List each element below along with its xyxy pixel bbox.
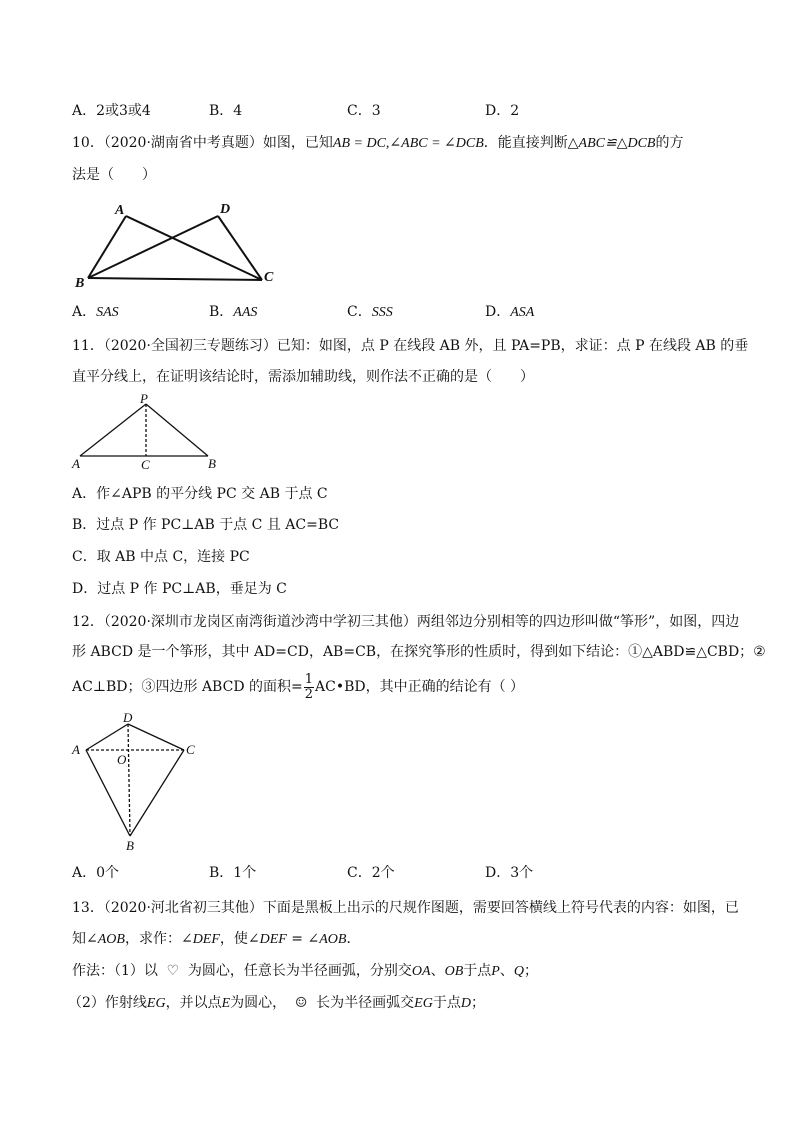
q9-option-b: B．4: [209, 103, 243, 119]
heart-icon: ♡: [166, 963, 180, 979]
q11-option-b: B．过点 P 作 PC⊥AB 于点 C 且 AC=BC: [72, 517, 340, 533]
q10-label-b: B: [75, 276, 85, 291]
q10-label-a: A: [115, 203, 125, 218]
q12-option-b: B．1个: [209, 865, 257, 881]
q11-figure: [68, 392, 228, 472]
q13-method-step2: （2）作射线EG，并以点E为圆心， ☺ 长为半径画弧交EG于点D；: [68, 995, 485, 1011]
q12-label-b: B: [126, 838, 134, 853]
q10-label-c: C: [264, 270, 274, 285]
q11-stem-line2: 直平分线上，在证明该结论时，需添加辅助线，则作法不正确的是（ ）: [72, 369, 534, 385]
q9-option-c: C．3: [347, 103, 381, 119]
q11-option-c: C．取 AB 中点 C，连接 PC: [72, 549, 250, 565]
q10-label-d: D: [220, 202, 231, 217]
q11-label-b: B: [208, 456, 216, 471]
q12-option-d: D．3个: [485, 865, 534, 881]
q9-option-a: A．2或3或4: [72, 103, 151, 119]
q10-figure: [70, 196, 280, 292]
q12-label-o: O: [117, 752, 127, 767]
q10-option-a: A．SAS: [72, 304, 119, 320]
q12-option-c: C．2个: [347, 865, 395, 881]
q11-stem-line1: 11．（2020·全国初三专题练习）已知：如图，点 P 在线段 AB 外，且 PA=PB，求证：点 P 在线段 AB 的垂: [72, 338, 749, 354]
q12-stem-line1: 12．（2020·深圳市龙岗区南湾街道沙湾中学初三其他）两组邻边分别相等的四边形叫做“筝形”，如图，四边: [72, 614, 740, 630]
q12-figure: [70, 712, 210, 854]
q10-stem-line1: 10．（2020·湖南省中考真题）如图，已知AB = DC,∠ABC = ∠DCB．能直接判断△ABC≌△DCB的方: [72, 135, 684, 151]
q10-option-b: B．AAS: [209, 304, 258, 320]
q12-fraction: $\frac{1}{2}$: [304, 671, 314, 702]
q10-stem-line2: 法是（ ）: [72, 167, 156, 183]
q10-math-congruence: △ABC≌△DCB: [567, 136, 656, 151]
q11-label-p: P: [140, 392, 148, 406]
q12-label-a: A: [72, 742, 80, 757]
q12-label-d: D: [123, 712, 133, 725]
q10-option-d: D．ASA: [485, 304, 535, 320]
q12-stem-line3: AC⊥BD；③四边形 ABCD 的面积= $\frac{1}{2}$ AC•BD，其中正确的结论有（ ）: [72, 671, 525, 702]
q10-option-c: C．SSS: [347, 304, 393, 320]
q10-math-given: AB = DC,∠ABC = ∠DCB: [332, 136, 484, 151]
q13-stem-line1: 13．（2020·河北省初三其他）下面是黑板上出示的尺规作图题，需要回答横线上符号代表的内容：如图，已: [72, 900, 739, 916]
q12-option-a: A．0个: [72, 865, 120, 881]
q12-stem-line2: 形 ABCD 是一个筝形，其中 AD=CD，AB=CB，在探究筝形的性质时，得到如下结论：①△ABD≌△CBD；②: [72, 644, 766, 660]
q11-option-d: D．过点 P 作 PC⊥AB，垂足为 C: [72, 581, 287, 597]
q11-label-c: C: [141, 457, 150, 472]
q13-stem-line2: 知∠AOB，求作：∠DEF，使∠DEF = ∠AOB．: [72, 931, 361, 947]
q12-label-c: C: [186, 742, 195, 757]
q11-option-a: A．作∠APB 的平分线 PC 交 AB 于点 C: [72, 486, 328, 502]
q11-label-a: A: [72, 456, 80, 471]
q9-option-d: D．2: [485, 103, 520, 119]
q13-method-step1: 作法：（1）以 ♡ 为圆心，任意长为半径画弧，分别交OA、OB于点P、Q；: [72, 963, 538, 979]
smiley-icon: ☺: [294, 995, 308, 1011]
